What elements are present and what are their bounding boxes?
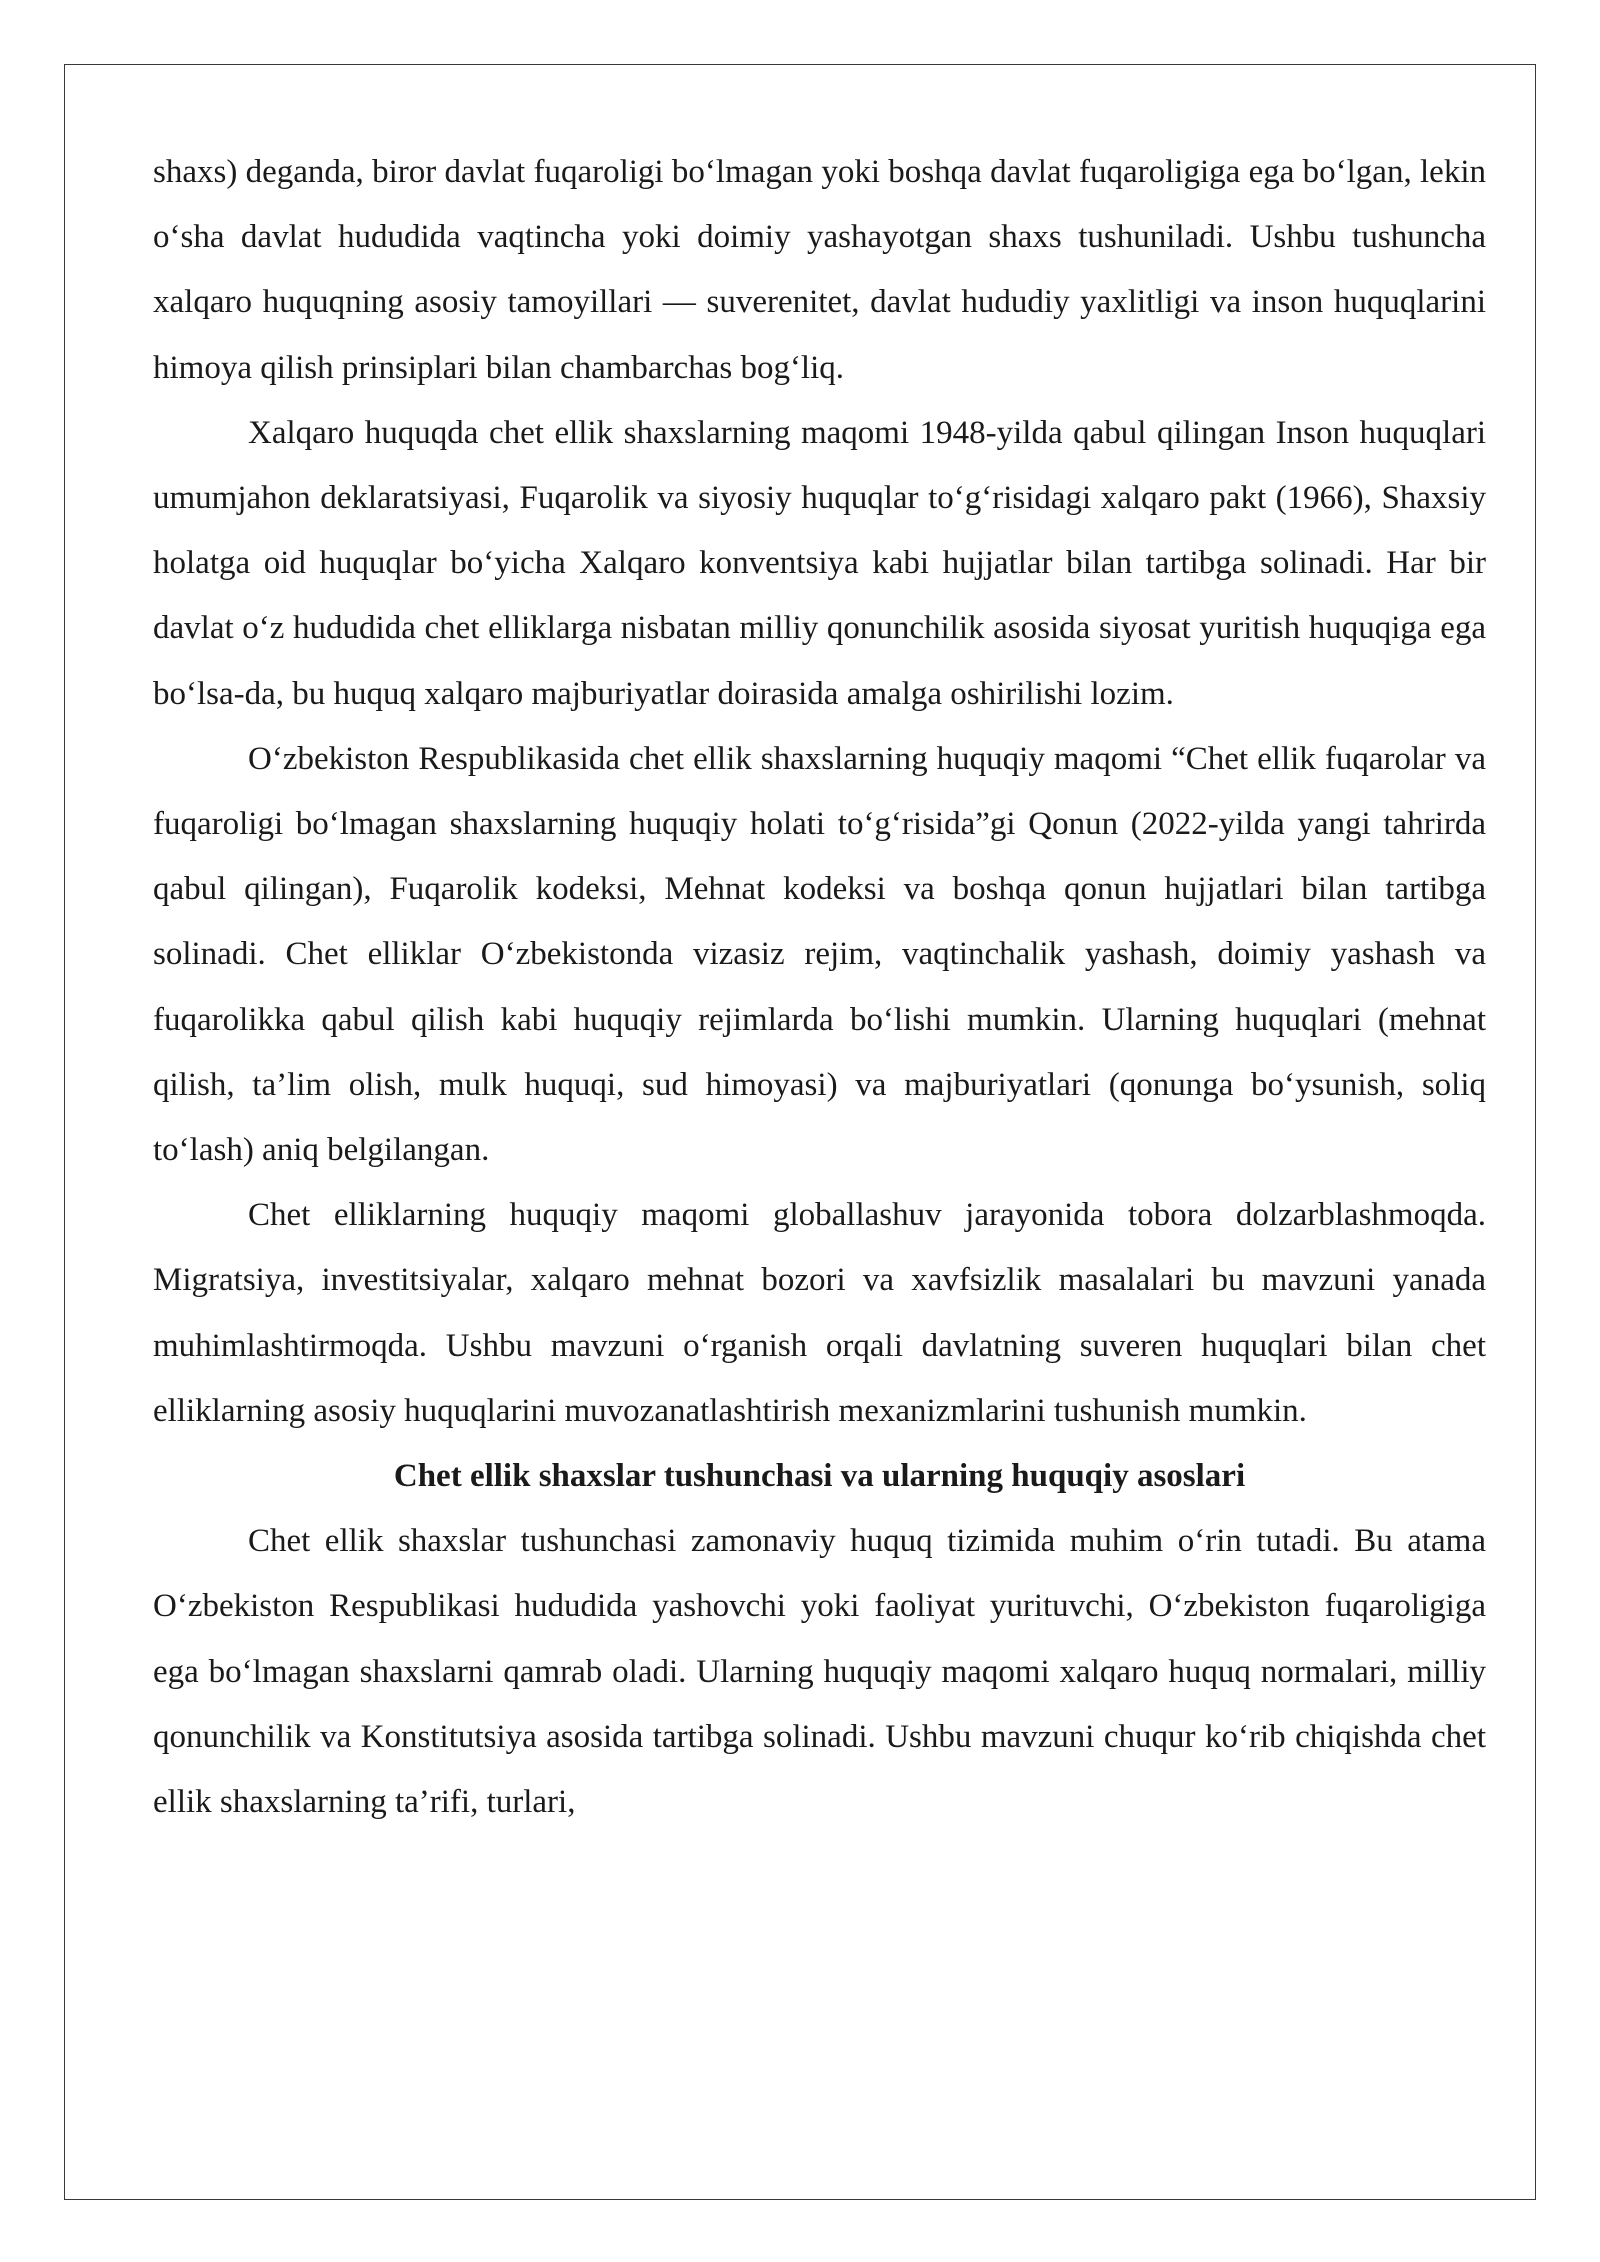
paragraph-2: Xalqaro huquqda chet ellik shaxslarning maqomi 1948-yilda qabul qilingan Inson huquqlari umumjahon deklaratsiyasi, Fuqarolik va siyosiy huquqlar to‘g‘risidagi xalqaro pakt (1966), Shaxsiy holatga oid huquqlar bo‘yicha Xalqaro konventsiya kabi hujjatlar bilan tartibga solinadi. Har bir davlat o‘z hududida chet elliklarga nisbatan milliy qonunchilik asosida siyosat yuritish huquqiga ega bo‘lsa-da, bu huquq xalqaro majburiyatlar doirasida amalga oshirilishi lozim. bbox=[153, 414, 1486, 712]
paragraph-3: O‘zbekiston Respublikasida chet ellik shaxslarning huquqiy maqomi “Chet ellik fuqarolar va fuqaroligi bo‘lmagan shaxslarning huquqiy holati to‘g‘risida”gi Qonun (2022-yilda yangi tahrirda qabul qilingan), Fuqarolik kodeksi, Mehnat kodeksi va boshqa qonun hujjatlari bilan tartibga solinadi. Chet elliklar O‘zbekistonda vizasiz rejim, vaqtinchalik yashash, doimiy yashash va fuqarolikka qabul qilish kabi huquqiy rejimlarda bo‘lishi mumkin. Ularning huquqlari (mehnat qilish, ta’lim olish, mulk huquqi, sud himoyasi) va majburiyatlari (qonunga bo‘ysunish, soliq to‘lash) aniq belgilangan. bbox=[153, 740, 1486, 1169]
section-heading: Chet ellik shaxslar tushunchasi va ularning huquqiy asoslari bbox=[393, 1458, 1246, 1495]
paragraph-4: Chet elliklarning huquqiy maqomi globallashuv jarayonida tobora dolzarblashmoqda. Migratsiya, investitsiyalar, xalqaro mehnat bozori va xavfsizlik masalalari bu mavzuni yanada muhimlashtirmoqda. Ushbu mavzuni o‘rganish orqali davlatning suveren huquqlari bilan chet elliklarning asosiy huquqlarini muvozanatlashtirish mexanizmlarini tushunish mumkin. bbox=[153, 1197, 1486, 1429]
document-body bbox=[153, 140, 1486, 1835]
paragraph-1: shaxs) deganda, biror davlat fuqaroligi bo‘lmagan yoki boshqa davlat fuqaroligiga ega bo‘lgan, lekin o‘sha davlat hududida vaqtincha yoki doimiy yashayotgan shaxs tushuniladi. Ushbu tushuncha xalqaro huquqning asosiy tamoyillari — suverenitet, davlat hududiy yaxlitligi va inson huquqlarini himoya qilish prinsiplari bilan chambarchas bog‘liq. bbox=[153, 154, 1486, 386]
paragraph-5: Chet ellik shaxslar tushunchasi zamonaviy huquq tizimida muhim o‘rin tutadi. Bu atama O‘zbekiston Respublikasi hududida yashovchi yoki faoliyat yurituvchi, O‘zbekiston fuqaroligiga ega bo‘lmagan shaxslarni qamrab oladi. Ularning huquqiy maqomi xalqaro huquq normalari, milliy qonunchilik va Konstitutsiya asosida tartibga solinadi. Ushbu mavzuni chuqur ko‘rib chiqishda chet ellik shaxslarning ta’rifi, turlari, bbox=[153, 1523, 1486, 1821]
